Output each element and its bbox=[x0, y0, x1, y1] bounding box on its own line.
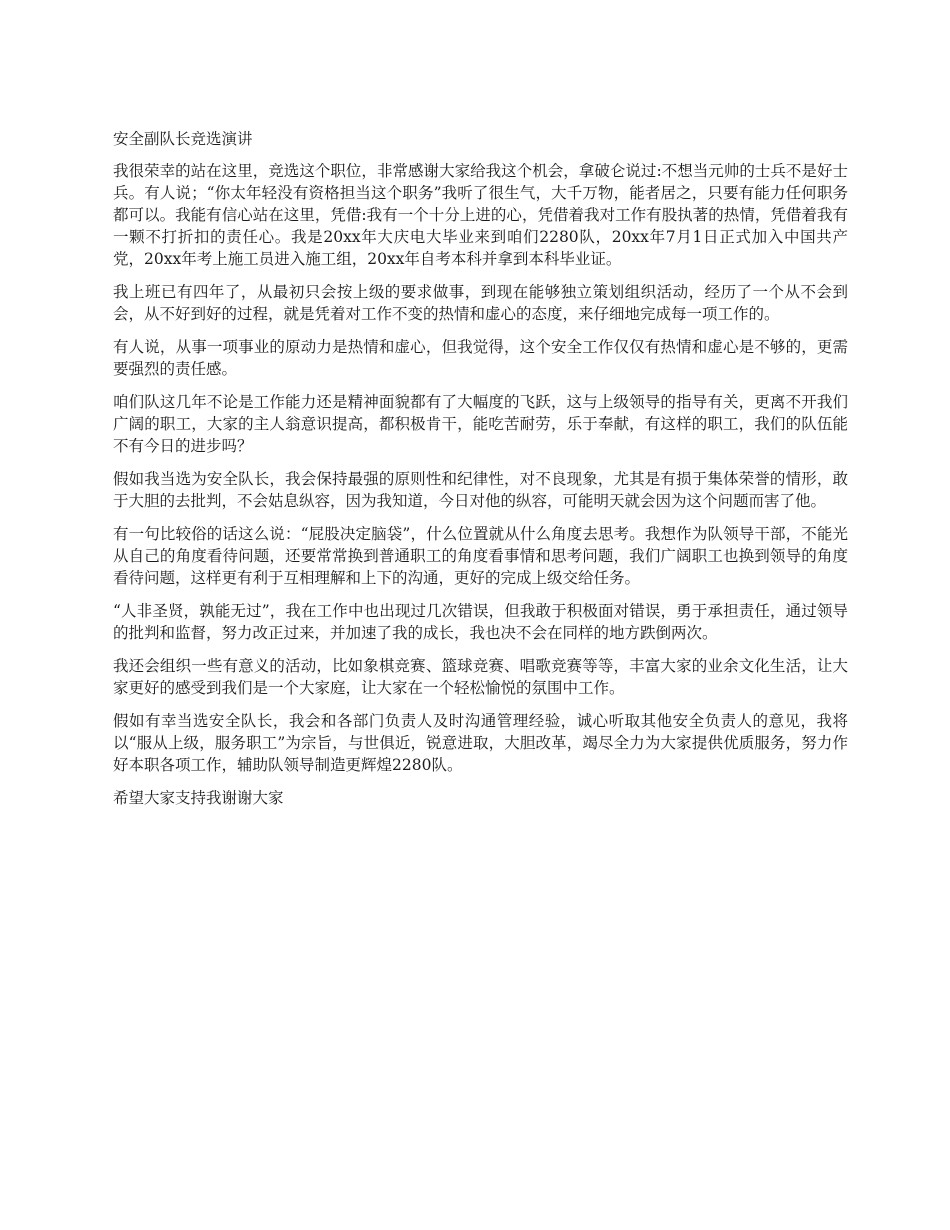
closing-line: 希望大家支持我谢谢大家 bbox=[113, 789, 284, 807]
paragraph: 假如我当选为安全队长，我会保持最强的原则性和纪律性，对不良现象，尤其是有损于集体荣誉的情形，敢于大胆的去批判，不会姑息纵容，因为我知道，今日对他的纵容，可能明天就会因为这个问题而害了他。 bbox=[113, 470, 848, 510]
document-title: 安全副队长竞选演讲 bbox=[113, 130, 253, 148]
paragraph: 有人说，从事一项事业的原动力是热情和虚心，但我觉得，这个安全工作仅仅有热情和虚心是不够的，更需要强烈的责任感。 bbox=[113, 338, 848, 378]
paragraph: “人非圣贤，孰能无过”，我在工作中也出现过几次错误，但我敢于积极面对错误，勇于承担责任，通过领导的批判和监督，努力改正过来，并加速了我的成长，我也决不会在同样的地方跌倒两次。 bbox=[113, 602, 848, 642]
paragraph: 我还会组织一些有意义的活动，比如象棋竞赛、篮球竞赛、唱歌竞赛等等，丰富大家的业余文化生活，让大家更好的感受到我们是一个大家庭，让大家在一个轻松愉悦的氛围中工作。 bbox=[113, 657, 848, 697]
document-page bbox=[113, 128, 848, 820]
paragraph: 有一句比较俗的话这么说：“屁股决定脑袋”，什么位置就从什么角度去思考。我想作为队领导干部，不能光从自己的角度看待问题，还要常常换到普通职工的角度看事情和思考问题，我们广阔职工也换到领导的角度看待问题，这样更有利于互相理解和上下的沟通，更好的完成上级交给任务。 bbox=[113, 525, 848, 587]
paragraph: 我很荣幸的站在这里，竞选这个职位，非常感谢大家给我这个机会，拿破仑说过:不想当元帅的士兵不是好士兵。有人说；“你太年轻没有资格担当这个职务”我听了很生气，大千万物，能者居之，只要有能力任何职务都可以。我能有信心站在这里，凭借:我有一个十分上进的心，凭借着我对工作有股执著的热情，凭借着我有一颗不打折扣的责任心。我是20xx年大庆电大毕业来到咱们2280队，20xx年7月1日正式加入中国共产党，20xx年考上施工员进入施工组，20xx年自考本科并拿到本科毕业证。 bbox=[113, 162, 848, 268]
paragraph: 我上班已有四年了，从最初只会按上级的要求做事，到现在能够独立策划组织活动，经历了一个从不会到会，从不好到好的过程，就是凭着对工作不变的热情和虚心的态度，来仔细地完成每一项工作的。 bbox=[113, 283, 848, 323]
paragraph: 咱们队这几年不论是工作能力还是精神面貌都有了大幅度的飞跃，这与上级领导的指导有关，更离不开我们广阔的职工，大家的主人翁意识提高，都积极肯干，能吃苦耐劳，乐于奉献，有这样的职工，我们的队伍能不有今日的进步吗？ bbox=[113, 393, 848, 455]
paragraph: 假如有幸当选安全队长，我会和各部门负责人及时沟通管理经验，诚心听取其他安全负责人的意见，我将以“服从上级，服务职工”为宗旨，与世俱近，锐意进取，大胆改革，竭尽全力为大家提供优质服务，努力作好本职各项工作，辅助队领导制造更辉煌2280队。 bbox=[113, 712, 848, 774]
